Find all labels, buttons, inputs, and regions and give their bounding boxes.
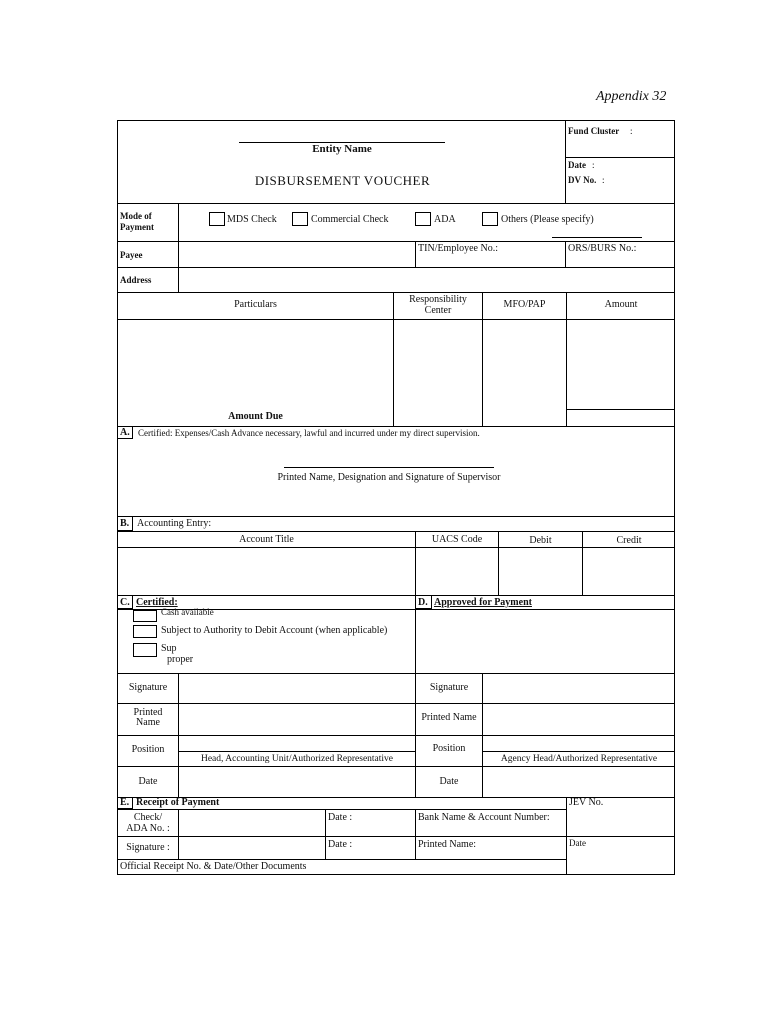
e-printed-name-label: Printed Name: (418, 839, 477, 850)
jev-no-label: JEV No. (569, 797, 604, 808)
appendix-label: Appendix 32 (596, 89, 667, 104)
checkbox-commercial-check[interactable] (292, 212, 308, 226)
uacs-code-field[interactable] (417, 549, 496, 593)
section-b-letter: B. (120, 518, 130, 529)
dv-no-field[interactable] (608, 173, 672, 187)
address-label: Address (120, 275, 152, 285)
c-printed-name-label-2: Name (136, 717, 160, 728)
c-printed-name-field[interactable] (180, 705, 413, 733)
dv-no-label: DV No. (568, 175, 597, 185)
payee-field[interactable] (180, 243, 413, 265)
checkbox-supporting-documents[interactable] (133, 643, 157, 657)
e-date-field-2[interactable] (360, 838, 413, 857)
particulars-header: Particulars (234, 299, 277, 310)
authority-to-debit-label: Subject to Authority to Debit Account (when applicable) (161, 625, 388, 636)
d-signature-field[interactable] (484, 675, 673, 701)
supporting-documents-label-1: Sup (161, 643, 177, 654)
c-date-field[interactable] (180, 768, 413, 795)
d-signature-label: Signature (429, 682, 469, 693)
checkbox-mds-check[interactable] (209, 212, 225, 226)
ors-burs-label: ORS/BURS No.: (568, 243, 637, 254)
amount-due-field[interactable] (568, 411, 673, 425)
checkbox-others[interactable] (482, 212, 498, 226)
fund-cluster-label: Fund Cluster (568, 126, 620, 136)
c-date-label: Date (138, 776, 158, 787)
amount-header: Amount (604, 299, 638, 310)
check-ada-no-label-1: Check/ (133, 812, 163, 823)
section-c-letter: C. (120, 597, 130, 608)
supporting-documents-label-2: proper (167, 654, 194, 665)
e-date-label-2: Date : (328, 839, 353, 850)
fund-cluster-field[interactable] (636, 124, 672, 154)
c-signature-field[interactable] (180, 675, 413, 701)
c-printed-name-label-1: Printed (133, 707, 163, 718)
d-printed-name-label: Printed Name (421, 712, 477, 723)
others-specify-line[interactable] (552, 237, 642, 238)
checkbox-ada[interactable] (415, 212, 431, 226)
mode-of-payment-label-1: Mode of (120, 211, 152, 221)
mfo-pap-header: MFO/PAP (503, 299, 546, 310)
entity-name-label: Entity Name (312, 143, 372, 155)
accounting-entry-label: Accounting Entry: (137, 518, 212, 529)
mode-of-payment-label-2: Payment (120, 222, 154, 232)
particulars-field[interactable] (119, 321, 391, 409)
official-receipt-label: Official Receipt No. & Date/Other Documents (120, 861, 307, 872)
debit-field[interactable] (500, 549, 580, 593)
credit-field[interactable] (584, 549, 673, 593)
amount-due-label: Amount Due (228, 411, 283, 422)
section-a-certification: Certified: Expenses/Cash Advance necessary, lawful and incurred under my direct supervision. (138, 428, 480, 438)
checkbox-authority-to-debit[interactable] (133, 625, 157, 638)
e-signature-label: Signature : (126, 842, 170, 853)
d-position-field[interactable] (484, 737, 673, 750)
option-mds-check: MDS Check (227, 214, 277, 225)
account-title-field[interactable] (119, 549, 413, 593)
checkbox-cash-available[interactable] (133, 610, 157, 622)
responsibility-center-header-2: Center (424, 305, 452, 316)
debit-header: Debit (529, 535, 552, 546)
responsibility-center-header-1: Responsibility (409, 294, 467, 305)
jev-date-field[interactable] (568, 849, 673, 873)
address-field[interactable] (180, 269, 672, 290)
supervisor-signature-line[interactable] (284, 467, 494, 468)
c-position-caption: Head, Accounting Unit/Authorized Representative (200, 754, 394, 764)
d-position-caption: Agency Head/Authorized Representative (500, 754, 658, 764)
credit-header: Credit (616, 535, 642, 546)
d-date-label: Date (439, 776, 459, 787)
section-e-letter: E. (120, 797, 130, 808)
c-signature-label: Signature (128, 682, 168, 693)
c-position-label: Position (131, 744, 165, 755)
option-others: Others (Please specify) (501, 214, 594, 225)
d-date-field[interactable] (484, 768, 673, 795)
date-field[interactable] (598, 158, 672, 172)
c-position-field[interactable] (180, 737, 413, 750)
approved-for-payment-field[interactable] (417, 611, 673, 671)
d-position-label: Position (432, 743, 466, 754)
jev-no-field[interactable] (568, 809, 673, 834)
cash-available-label: Cash available (161, 607, 214, 617)
date-label: Date (568, 160, 586, 170)
bank-name-label: Bank Name & Account Number: (418, 812, 550, 823)
section-c-label: Certified: (136, 597, 178, 608)
e-date-label-1: Date : (328, 812, 353, 823)
e-signature-field[interactable] (180, 838, 323, 857)
check-ada-no-label-2: ADA No. : (126, 823, 170, 834)
check-ada-no-field[interactable] (180, 811, 323, 834)
e-date-field-1[interactable] (360, 811, 413, 834)
jev-date-label: Date (569, 838, 586, 848)
supervisor-signature-caption: Printed Name, Designation and Signature of Supervisor (277, 472, 501, 483)
tin-label: TIN/Employee No.: (418, 243, 498, 254)
section-d-label: Approved for Payment (434, 597, 532, 608)
form-title: DISBURSEMENT VOUCHER (254, 173, 431, 188)
d-printed-name-field[interactable] (484, 705, 673, 733)
uacs-code-header: UACS Code (431, 534, 483, 545)
receipt-of-payment-label: Receipt of Payment (136, 797, 220, 808)
option-commercial-check: Commercial Check (311, 214, 389, 225)
account-title-header: Account Title (239, 534, 294, 545)
payee-label: Payee (120, 250, 143, 260)
section-d-letter: D. (418, 597, 428, 608)
section-a-letter: A. (120, 427, 130, 438)
option-ada: ADA (434, 214, 456, 225)
